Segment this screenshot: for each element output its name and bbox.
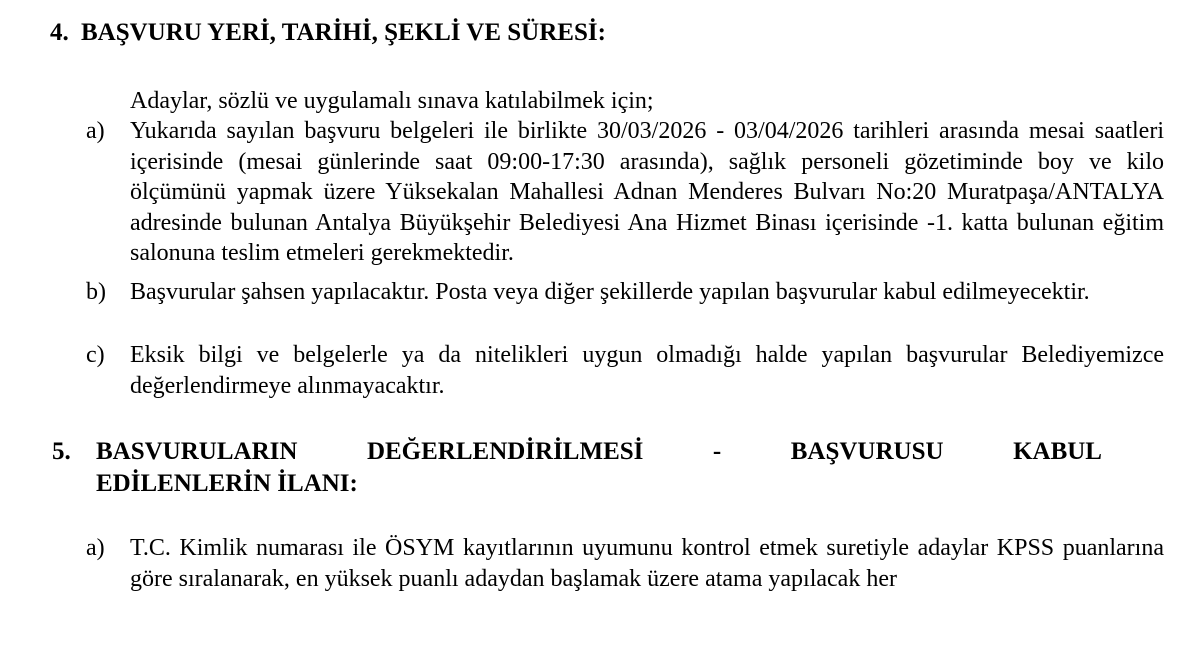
- item-marker: a): [86, 535, 105, 561]
- section-5-title-word: KABUL: [1013, 438, 1102, 465]
- section-5-number: 5.: [52, 438, 71, 465]
- section-4-intro: Adaylar, sözlü ve uygulamalı sınava katılabilmek için;: [130, 88, 654, 114]
- section-4-item-b: [86, 277, 1164, 308]
- item-text: Başvurular şahsen yapılacaktır. Posta veya diğer şekillerde yapılan başvurular kabul edilmeyecektir.: [130, 279, 1090, 305]
- item-marker: c): [86, 342, 105, 368]
- section-5-item-a: [86, 533, 1164, 594]
- section-5-title-word: BASVURULARIN: [96, 438, 298, 465]
- item-text: Yukarıda sayılan başvuru belgeleri ile birlikte 30/03/2026 - 03/04/2026 tarihleri arasında mesai saatleri içerisinde (mesai günlerinde saat 09:00-17:30 arasında), sağlık personeli gözetiminde boy ve kilo ölçümünü yapmak üzere Yüksekalan Mahallesi Adnan Menderes Bulvarı No:20 Muratpaşa/ANTALYA adresinde bulunan Antalya Büyükşehir Belediyesi Ana Hizmet Binası içerisinde -1. katta bulunan eğitim salonuna teslim etmeleri gerekmektedir.: [130, 118, 1164, 266]
- item-text: T.C. Kimlik numarası ile ÖSYM kayıtlarının uyumunu kontrol etmek suretiyle adaylar KPSS puanlarına göre sıralanarak, en yüksek puanlı adaydan başlamak üzere atama yapılacak her: [130, 535, 1164, 592]
- section-5-heading: [52, 436, 1102, 500]
- section-4-title: BAŞVURU YERİ, TARİHİ, ŞEKLİ VE SÜRESİ:: [81, 19, 606, 46]
- section-4-heading: [50, 18, 606, 48]
- section-5-title-word: BAŞVURUSU: [790, 438, 944, 465]
- section-5-title-word: DEĞERLENDİRİLMESİ: [366, 438, 644, 465]
- item-marker: a): [86, 118, 105, 144]
- item-marker: b): [86, 279, 106, 305]
- section-5-title-word: -: [712, 438, 722, 465]
- section-4-item-c: [86, 340, 1164, 401]
- section-5-title-line-2: EDİLENLERİN İLANI:: [96, 470, 358, 497]
- section-4-item-a: [86, 116, 1164, 269]
- section-5-title-line-1: [96, 436, 1102, 468]
- item-text: Eksik bilgi ve belgelerle ya da nitelikleri uygun olmadığı halde yapılan başvurular Belediyemizce değerlendirmeye alınmayacaktır.: [130, 342, 1164, 399]
- section-4-number: 4.: [50, 19, 69, 46]
